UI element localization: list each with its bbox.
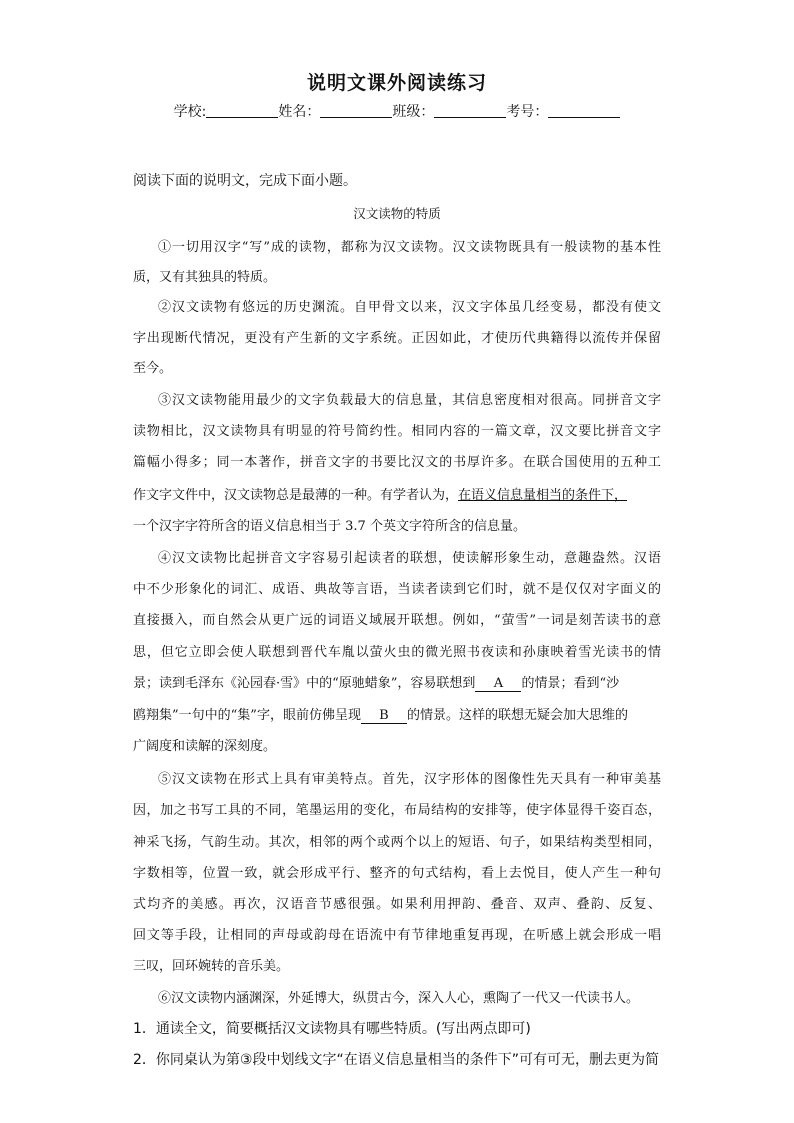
name-blank[interactable] bbox=[320, 103, 392, 118]
exam-number-label: 考号： bbox=[506, 104, 549, 120]
question-2: 2．你同桌认为第③段中划线文字“在语义信息量相当的条件下”可有可无，删去更为简 bbox=[133, 1052, 659, 1068]
class-blank[interactable] bbox=[434, 103, 506, 118]
exam-number-blank[interactable] bbox=[548, 103, 620, 118]
article-line: 字出现断代情况，更没有产生新的文字系统。正因如此，才使历代典籍得以流传并保留 bbox=[133, 331, 661, 346]
blank-a[interactable]: A bbox=[475, 676, 521, 692]
article-line: 思，但它立即会使人联想到晋代车胤以萤火虫的微光照书夜读和孙康映着雪光读书的情 bbox=[133, 645, 661, 660]
article-line: 式均齐的美感。再次，汉语音节感很强。如果利用押韵、叠音、双声、叠韵、反复、 bbox=[133, 897, 661, 912]
article-title: 汉文读物的特质 bbox=[353, 206, 441, 221]
article-text: 的情景。这样的联想无疑会加大思维的 bbox=[406, 708, 628, 723]
article-line: 一个汉字字符所含的语义信息相当于 3.7 个英文字符所含的信息量。 bbox=[133, 519, 526, 534]
article-line: 篇幅小得多；同一本著作，拼音文字的书要比汉文的书厚许多。在联合国使用的五种工 bbox=[133, 455, 661, 470]
class-label: 班级： bbox=[392, 104, 435, 120]
article-line: ②汉文读物有悠远的历史渊流。自甲骨文以来，汉文字体虽几经变易，都没有使文 bbox=[158, 300, 661, 315]
question-1: 1．通读全文，简要概括汉文读物具有哪些特质。(写出两点即可) bbox=[133, 1021, 531, 1037]
article-line: 神采飞扬，气韵生动。其次，相邻的两个或两个以上的短语、句子，如果结构类型相同， bbox=[133, 835, 661, 850]
article-line: ⑤汉文读物在形式上具有审美特点。首先，汉字形体的图像性先天具有一种审美基 bbox=[158, 772, 661, 787]
article-line: 广阔度和读解的深刻度。 bbox=[133, 739, 277, 754]
reading-instruction: 阅读下面的说明文，完成下面小题。 bbox=[133, 173, 357, 189]
article-line: 读物相比，汉文读物具有明显的符号简约性。相同内容的一篇文章，汉文要比拼音文字 bbox=[133, 424, 661, 439]
article-line: 字数相等，位置一致，就会形成平行、整齐的句式结构，看上去悦目，使人产生一种句 bbox=[133, 866, 661, 881]
student-info-line bbox=[0, 101, 794, 121]
page-title: 说明文课外阅读练习 bbox=[306, 72, 487, 94]
article-text: 鸥翔集”一句中的“集”字，眼前仿佛呈现 bbox=[133, 708, 361, 723]
article-text: 景；读到毛泽东《沁园春·雪》中的“原驰蜡象”，容易联想到 bbox=[133, 676, 476, 691]
article-line: ④汉文读物比起拼音文字容易引起读者的联想，使读解形象生动，意趣盎然。汉语 bbox=[158, 551, 661, 566]
article-line: 质，又有其独具的特质。 bbox=[133, 270, 277, 285]
article-line: 回文等手段，让相同的声母或韵母在语流中有节律地重复再现，在听感上就会形成一唱 bbox=[133, 928, 661, 943]
article-line: 中不少形象化的词汇、成语、典故等言语，当读者读到它们时，就不是仅仅对字面义的 bbox=[133, 582, 661, 597]
article-line bbox=[133, 672, 661, 692]
article-line: 因，加之书写工具的不同，笔墨运用的变化，布局结构的安排等，使字体显得千姿百态， bbox=[133, 803, 661, 818]
article-line bbox=[133, 704, 661, 724]
blank-b[interactable]: B bbox=[361, 708, 407, 724]
article-line: 三叹，回环婉转的音乐美。 bbox=[133, 959, 290, 974]
article-text: 的情景；看到“沙 bbox=[521, 676, 620, 691]
article-line: ①一切用汉字“写”成的读物，都称为汉文读物。汉文读物既具有一般读物的基本性 bbox=[158, 240, 661, 255]
article-line: ⑥汉文读物内涵渊深，外延博大，纵贯古今，深入人心，熏陶了一代又一代读书人。 bbox=[158, 991, 640, 1006]
name-label: 姓名： bbox=[278, 104, 321, 120]
school-blank[interactable] bbox=[206, 103, 278, 118]
school-label: 学校: bbox=[173, 104, 207, 120]
article-line: 直接摄入，而自然会从更广远的词语义域展开联想。例如，“萤雪”一词是刻苦读书的意 bbox=[133, 613, 661, 628]
article-line: 至今。 bbox=[133, 361, 173, 376]
article-line: ③汉文读物能用最少的文字负载最大的信息量，其信息密度相对很高。同拼音文字 bbox=[158, 393, 661, 408]
underlined-phrase: 在语义信息量相当的条件下， bbox=[458, 488, 628, 503]
article-text: 作文字文件中，汉文读物总是最薄的一种。有学者认为， bbox=[133, 488, 459, 503]
article-line bbox=[133, 484, 661, 503]
